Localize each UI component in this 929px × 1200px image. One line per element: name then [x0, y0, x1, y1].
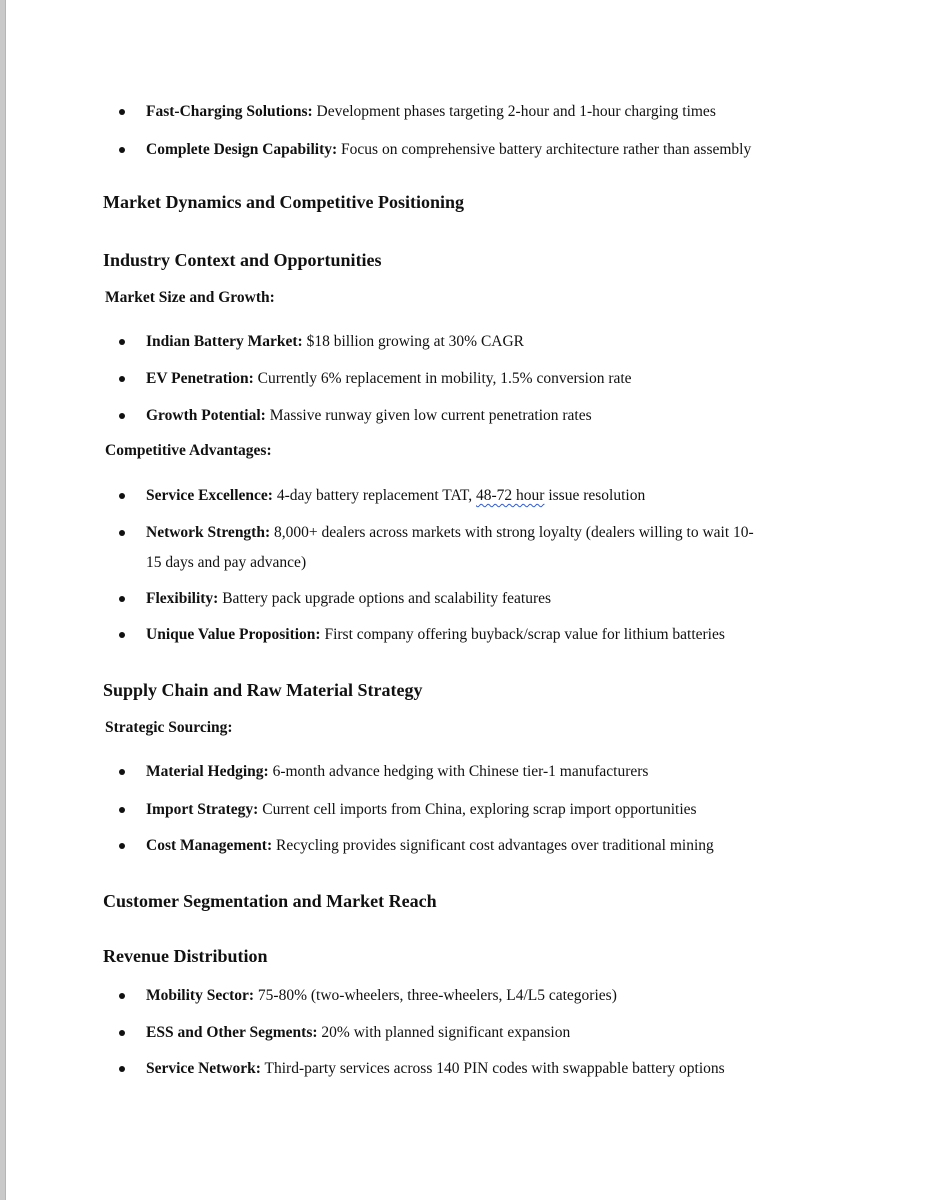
- heading-industry-context: Industry Context and Opportunities: [103, 250, 382, 270]
- bullet-dot: [119, 376, 125, 382]
- bullet-dot: [119, 339, 125, 345]
- bullet-dot: [119, 530, 125, 536]
- bullet-dot: [119, 109, 125, 115]
- bullet-label: Mobility Sector:: [146, 987, 255, 1004]
- heading-supply-chain: Supply Chain and Raw Material Strategy: [103, 680, 423, 700]
- bullet-label: Indian Battery Market:: [146, 333, 303, 350]
- bullet-text: issue resolution: [544, 487, 646, 504]
- bullet-mobility-sector: [146, 981, 617, 1011]
- bullet-network-strength: [146, 518, 754, 548]
- bullet-dot: [119, 596, 125, 602]
- bullet-service-network: [146, 1054, 725, 1084]
- bullet-dot: [119, 413, 125, 419]
- bullet-label: Complete Design Capability:: [146, 141, 338, 158]
- bullet-growth-potential: [146, 401, 592, 431]
- bullet-label: Network Strength:: [146, 524, 271, 541]
- bullet-text: Development phases targeting 2-hour and 1-hour charging times: [312, 103, 716, 120]
- bullet-design-capability: [146, 135, 751, 165]
- bullet-dot: [119, 1066, 125, 1072]
- bullet-label: Cost Management:: [146, 837, 273, 854]
- spellcheck-flagged-text[interactable]: 48-72 hour: [476, 487, 545, 504]
- bullet-text: Third-party services across 140 PIN codes with swappable battery options: [260, 1060, 725, 1077]
- bullet-text: Massive runway given low current penetration rates: [265, 407, 592, 424]
- bullet-dot: [119, 493, 125, 499]
- heading-market-dynamics: Market Dynamics and Competitive Positioning: [103, 192, 464, 212]
- bullet-ess-segments: [146, 1018, 570, 1048]
- bullet-label: Flexibility:: [146, 590, 219, 607]
- bullet-label: Unique Value Proposition:: [146, 626, 321, 643]
- bullet-text: 8,000+ dealers across markets with strong loyalty (dealers willing to wait 10-: [270, 524, 754, 541]
- bullet-ev-penetration: [146, 364, 632, 394]
- subheading-competitive-advantages: Competitive Advantages:: [105, 442, 272, 459]
- bullet-text: $18 billion growing at 30% CAGR: [302, 333, 525, 350]
- bullet-fast-charging: [146, 97, 716, 127]
- bullet-text: Current cell imports from China, exploring scrap import opportunities: [258, 801, 697, 818]
- bullet-flexibility: [146, 584, 551, 614]
- bullet-import-strategy: [146, 795, 697, 825]
- bullet-text: Currently 6% replacement in mobility, 1.5% conversion rate: [253, 370, 632, 387]
- bullet-text: 20% with planned significant expansion: [317, 1024, 571, 1041]
- bullet-service-excellence: [146, 481, 645, 511]
- bullet-indian-battery-market: [146, 327, 524, 357]
- bullet-dot: [119, 632, 125, 638]
- bullet-dot: [119, 1030, 125, 1036]
- bullet-dot: [119, 843, 125, 849]
- subheading-strategic-sourcing: Strategic Sourcing:: [105, 719, 233, 736]
- bullet-label: Import Strategy:: [146, 801, 259, 818]
- bullet-dot: [119, 769, 125, 775]
- heading-customer-segmentation: Customer Segmentation and Market Reach: [103, 891, 437, 911]
- bullet-dot: [119, 807, 125, 813]
- bullet-label: Service Excellence:: [146, 487, 273, 504]
- bullet-label: Material Hedging:: [146, 763, 269, 780]
- bullet-label: ESS and Other Segments:: [146, 1024, 318, 1041]
- bullet-label: Growth Potential:: [146, 407, 266, 424]
- bullet-network-strength-continuation: 15 days and pay advance): [146, 554, 307, 571]
- bullet-label: EV Penetration:: [146, 370, 254, 387]
- bullet-text: Focus on comprehensive battery architecture rather than assembly: [337, 141, 752, 158]
- bullet-label: Service Network:: [146, 1060, 261, 1077]
- bullet-label: Fast-Charging Solutions:: [146, 103, 313, 120]
- subheading-market-size: Market Size and Growth:: [105, 289, 275, 306]
- bullet-text: 6-month advance hedging with Chinese tier-1 manufacturers: [268, 763, 649, 780]
- bullet-text: First company offering buyback/scrap value for lithium batteries: [320, 626, 725, 643]
- bullet-text: Recycling provides significant cost advantages over traditional mining: [272, 837, 714, 854]
- heading-revenue-distribution: Revenue Distribution: [103, 946, 268, 966]
- bullet-unique-value: [146, 620, 725, 650]
- bullet-text: Battery pack upgrade options and scalability features: [218, 590, 552, 607]
- bullet-cost-management: [146, 831, 714, 861]
- bullet-text: 75-80% (two-wheelers, three-wheelers, L4/L5 categories): [254, 987, 617, 1004]
- bullet-material-hedging: [146, 757, 648, 787]
- bullet-dot: [119, 993, 125, 999]
- bullet-dot: [119, 147, 125, 153]
- bullet-text: 4-day battery replacement TAT,: [272, 487, 476, 504]
